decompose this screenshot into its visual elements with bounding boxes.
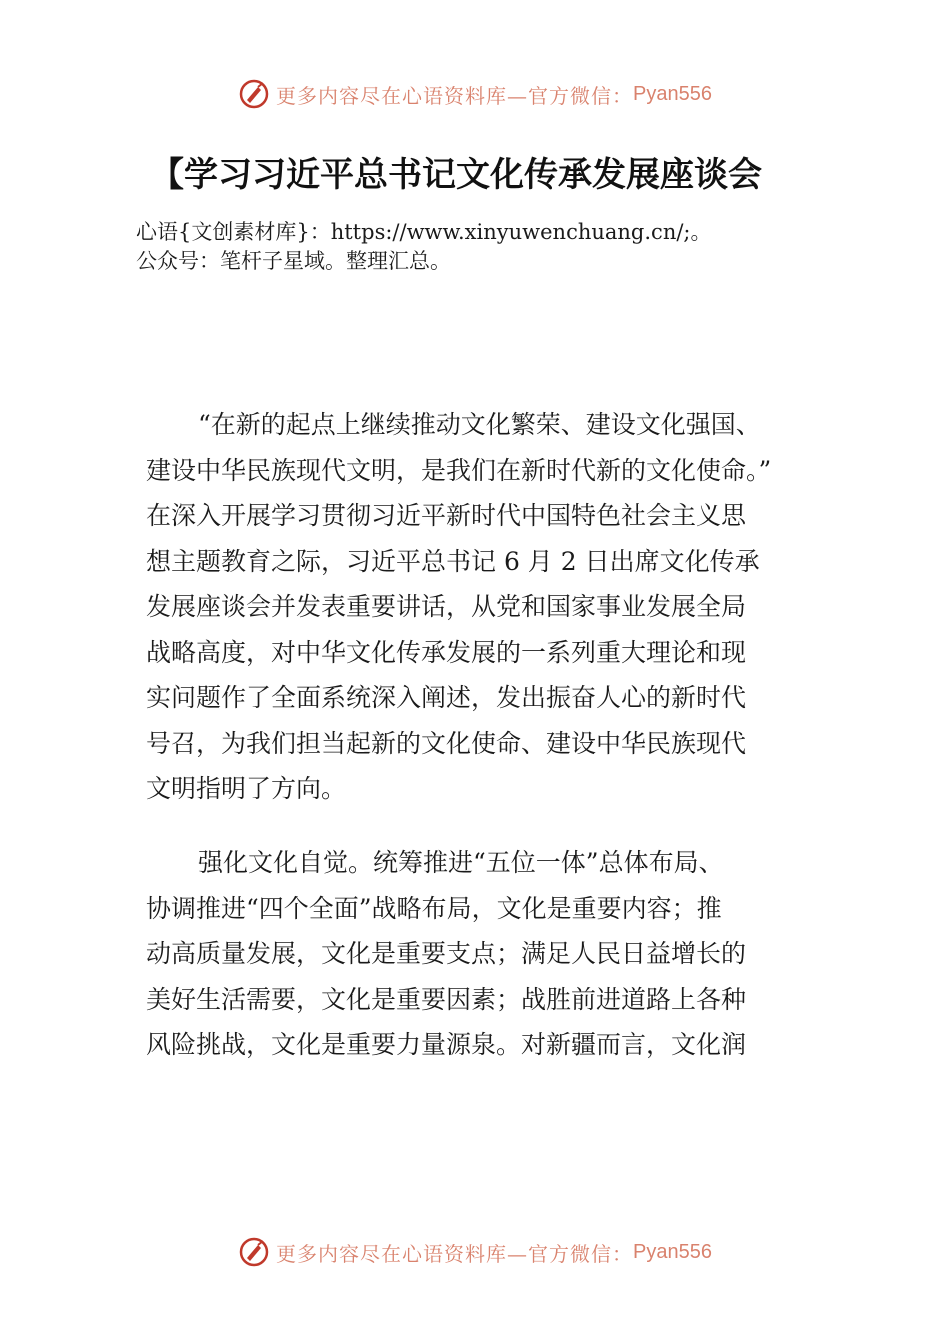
body-paragraph-2 bbox=[146, 840, 816, 1068]
paragraph-line: 建设中华民族现代文明，是我们在新时代新的文化使命。” bbox=[146, 455, 772, 485]
watermark-wechat-id: Pyan556 bbox=[633, 82, 712, 105]
watermark-text: 更多内容尽在心语资料库—官方微信： bbox=[276, 1241, 634, 1266]
paragraph-line: 战略高度，对中华文化传承发展的一系列重大理论和现 bbox=[146, 637, 747, 667]
paragraph-line: 强化文化自觉。统筹推进“五位一体”总体布局、 bbox=[198, 848, 724, 877]
paragraph-line: 号召，为我们担当起新的文化使命、建设中华民族现代 bbox=[146, 728, 747, 758]
footer-watermark bbox=[0, 1232, 950, 1272]
paragraph-line: 协调推进“四个全面”战略布局，文化是重要内容；推 bbox=[146, 893, 722, 923]
paragraph-line: 文明指明了方向。 bbox=[146, 774, 347, 803]
header-watermark bbox=[0, 74, 950, 114]
source-info bbox=[136, 218, 836, 276]
paragraph-line: 动高质量发展，文化是重要支点；满足人民日益增长的 bbox=[146, 939, 747, 968]
paragraph-line: 在深入开展学习贯彻习近平新时代中国特色社会主义思 bbox=[146, 501, 747, 530]
paragraph-line: “在新的起点上继续推动文化繁荣、建设文化强国、 bbox=[198, 410, 761, 439]
paragraph-line: 风险挑战，文化是重要力量源泉。对新疆而言，文化润 bbox=[146, 1030, 747, 1059]
watermark-wechat-id: Pyan556 bbox=[633, 1240, 712, 1263]
paragraph-line: 想主题教育之际，习近平总书记 6 月 2 日出席文化传承 bbox=[146, 546, 760, 576]
source-account-line: 公众号：笔杆子星域。整理汇总。 bbox=[136, 249, 451, 273]
quill-pen-seal-icon bbox=[238, 1236, 270, 1268]
body-paragraph-1 bbox=[146, 402, 816, 812]
paragraph-line: 美好生活需要，文化是重要因素；战胜前进道路上各种 bbox=[146, 984, 747, 1014]
watermark-text: 更多内容尽在心语资料库—官方微信： bbox=[276, 83, 634, 108]
quill-pen-seal-icon bbox=[238, 78, 270, 110]
source-website-line: 心语{文创素材库}：https://www.xinyuwenchuang.cn/;。 bbox=[136, 220, 712, 244]
paragraph-line: 实问题作了全面系统深入阐述，发出振奋人心的新时代 bbox=[146, 683, 747, 712]
paragraph-line: 发展座谈会并发表重要讲话，从党和国家事业发展全局 bbox=[146, 592, 747, 621]
document-title: 【学习习近平总书记文化传承发展座谈会 bbox=[150, 155, 762, 195]
